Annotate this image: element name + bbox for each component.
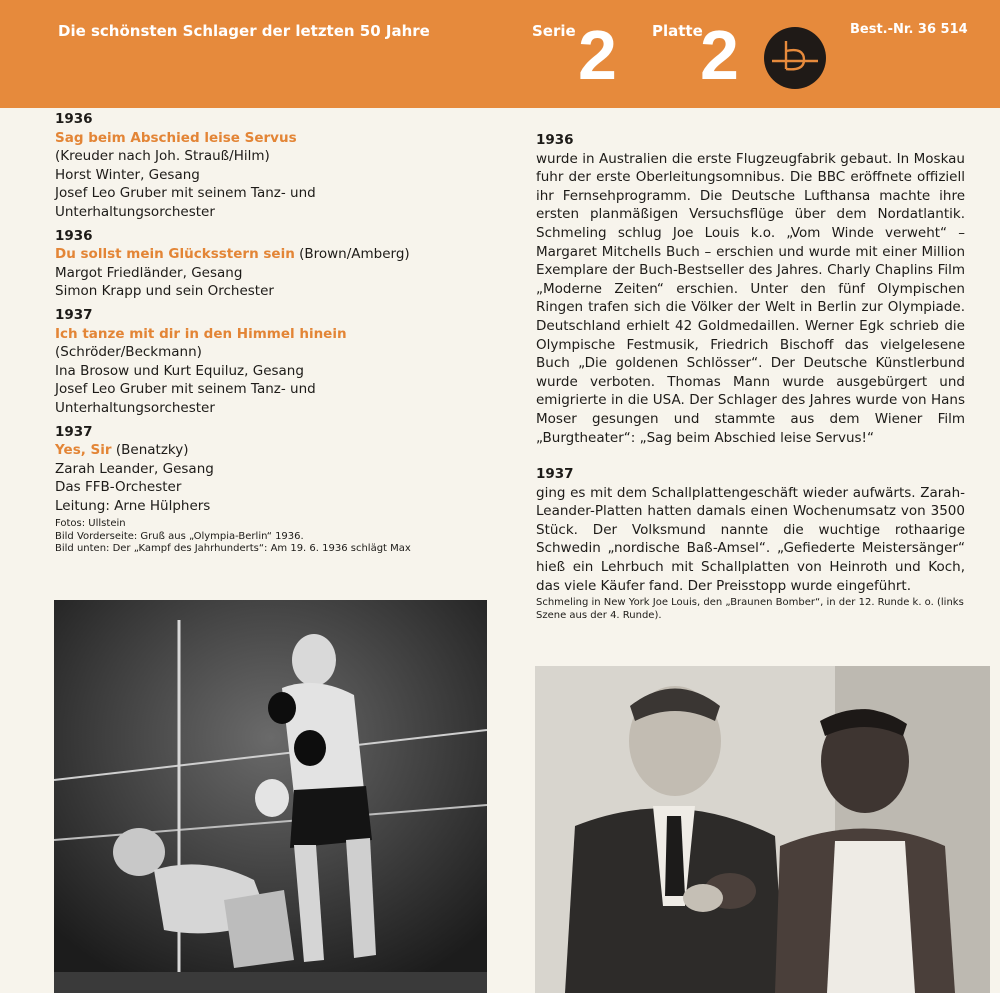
- schmeling-louis-photo: [535, 666, 990, 993]
- track-credit: Margot Friedländer, Gesang: [55, 264, 243, 281]
- track-credit: Ina Brosow und Kurt Equiluz, Gesang: [55, 362, 304, 379]
- track-title: Ich tanze mit dir in den Himmel hinein: [55, 325, 347, 342]
- track-credit: Unterhaltungsorchester: [55, 399, 215, 416]
- photo-caption: Schmeling in New York Joe Louis, den „Braunen Bomber“, in der 12. Runde k. o. (links Szene aus der 4. Runde).: [536, 597, 964, 621]
- track-entry: [55, 306, 475, 418]
- track-credit: (Kreuder nach Joh. Strauß/Hilm): [55, 148, 270, 165]
- track-title: Yes, Sir: [55, 442, 112, 459]
- front-caption: Bild Vorderseite: Gruß aus „Olympia-Berlin“ 1936.: [55, 530, 304, 542]
- track-title: Sag beim Abschied leise Servus: [55, 129, 297, 146]
- track-composer: (Brown/Amberg): [294, 246, 410, 263]
- serie-number: 2: [578, 16, 617, 94]
- history-year: 1937: [536, 466, 574, 483]
- track-credit: Simon Krapp und sein Orchester: [55, 283, 274, 300]
- history-year: 1936: [536, 132, 574, 148]
- track-entry: [55, 110, 475, 222]
- track-entry: [55, 423, 475, 516]
- track-year: 1936: [55, 111, 93, 127]
- label-logo-icon: [764, 27, 826, 89]
- history-paragraph: wurde in Australien die erste Flugzeugfabrik gebaut. In Moskau fuhr der erste Oberleitungsomnibus. Die BBC eröffnete offiziell ihr Fernsehprogramm. Die Deutsche Lufthansa machte ihre ersten planmäßigen Versuchsflüge über dem Nordatlantik. Schmeling schlug Joe Louis k.o. „Vom Winde verweht“ – Margaret Mitchells Buch – erschien und wurde mit einer Million Exemplare der Buch-Bestseller des Jahres. Charly Chaplins Film „Moderne Zeiten“ erschien. Unter den fünf Olympischen Ringen trafen sich die Völker der Welt in Berlin zur Olympiade. Deutschland erhielt 42 Goldmedaillen. Werner Egk schrieb die Olympische Festmusik, Friedrich Bischoff das vielgelesene Buch „Die goldenen Schlösser“. Der Deutsche Künstlerbund wurde verboten. Thomas Mann wurde ausgebürgert und emigrierte in die USA. Der Schlager des Jahres wurde von Hans Moser gesungen und stammte aus dem Wiener Film „Burgtheater“: „Sag beim Abschied leise Servus!“: [536, 150, 965, 446]
- series-title: Die schönsten Schlager der letzten 50 Jahre: [58, 22, 430, 40]
- track-credit: Unterhaltungsorchester: [55, 203, 215, 220]
- track-title: Du sollst mein Glücksstern sein: [55, 246, 295, 263]
- track-year: 1936: [55, 227, 93, 244]
- track-credit: (Schröder/Beckmann): [55, 344, 202, 361]
- history-text: [536, 131, 965, 622]
- track-credit: Horst Winter, Gesang: [55, 166, 200, 183]
- track-credit: Josef Leo Gruber mit seinem Tanz- und: [55, 185, 316, 202]
- header-band: [0, 0, 1000, 108]
- photo-credit: Fotos: Ullstein: [55, 518, 126, 530]
- boxing-ring-photo: [54, 600, 487, 993]
- track-year: 1937: [55, 423, 93, 440]
- track-credit: Leitung: Arne Hülphers: [55, 497, 211, 514]
- track-credit: Josef Leo Gruber mit seinem Tanz- und: [55, 381, 316, 398]
- platte-number: 2: [700, 16, 739, 94]
- history-paragraph: ging es mit dem Schallplattengeschäft wieder aufwärts. Zarah-Leander-Platten hatten damals einen Wochenumsatz von 3500 Stück. Der Volksmund nannte die wuchtige rothaarige Schwedin „nordische Baß-Amsel“. „Gefiederte Meistersänger“ hieß ein Lehrbuch mit Schallplatten von Heinroth und Koch, das viele Käufer fand. Der Preisstopp wurde eingeführt.: [536, 484, 965, 594]
- track-composer: (Benatzky): [111, 442, 189, 459]
- platte-label: Platte: [652, 22, 703, 40]
- track-list: [55, 108, 475, 556]
- serie-label: Serie: [532, 22, 576, 40]
- track-credit: Zarah Leander, Gesang: [55, 460, 214, 477]
- catalog-number: Best.-Nr. 36 514: [850, 22, 968, 37]
- bottom-caption: Bild unten: Der „Kampf des Jahrhunderts“: Am 19. 6. 1936 schlägt Max: [55, 543, 411, 555]
- track-entry: [55, 227, 475, 301]
- track-year: 1937: [55, 306, 93, 323]
- track-credit: Das FFB-Orchester: [55, 479, 182, 496]
